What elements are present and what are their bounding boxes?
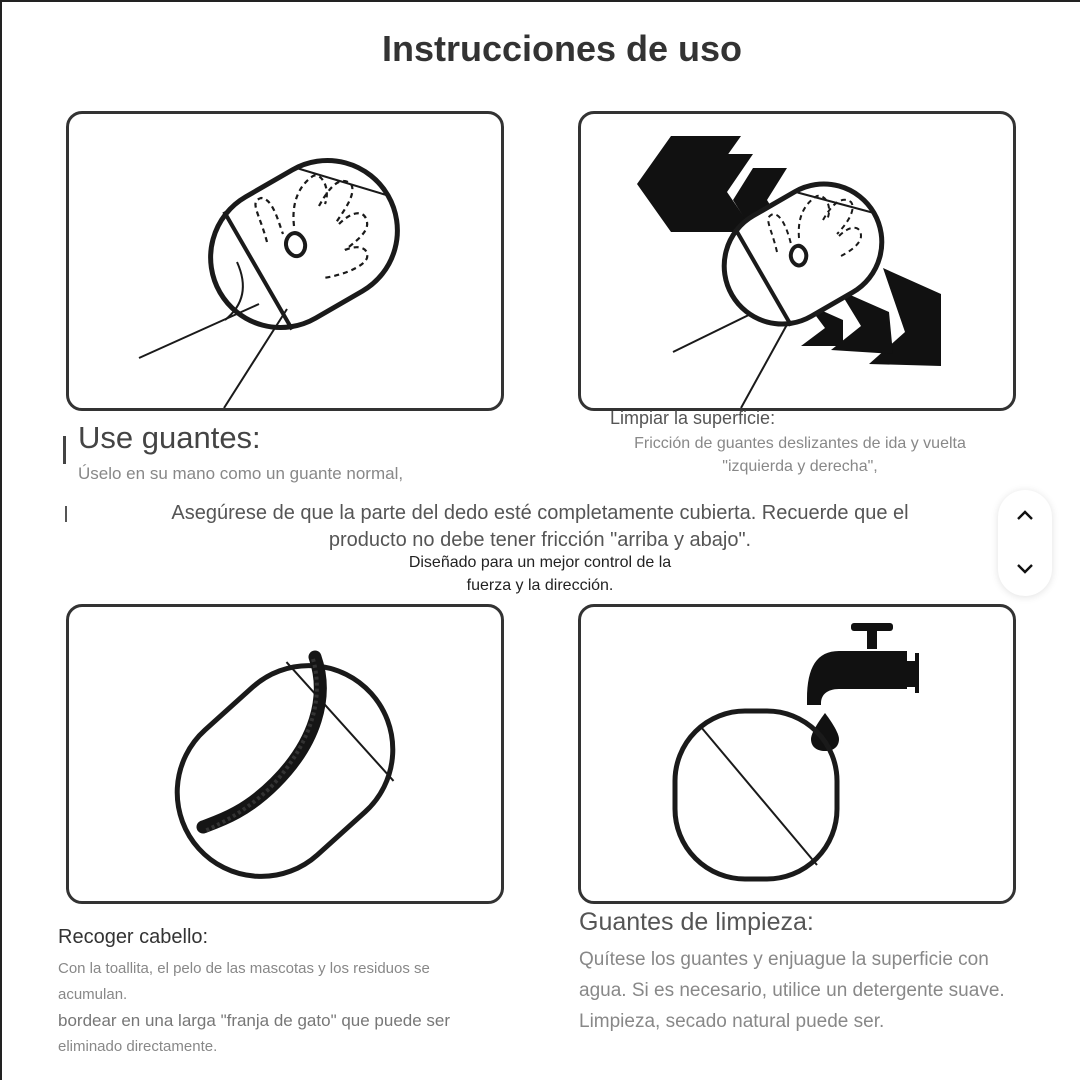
usage-note-line1: Asegúrese de que la parte del dedo esté completamente cubierta. Recuerde que el	[171, 502, 909, 524]
usage-note	[120, 500, 960, 554]
clean-surface-title: Limpiar la superficie:	[610, 408, 776, 428]
collect-hair-line3: bordear en una larga "franja de gato" que puede ser	[58, 1011, 451, 1030]
use-gloves-title: Use guantes:	[78, 420, 261, 455]
design-note-line1: Diseñado para un mejor control de la	[408, 554, 672, 571]
use-gloves-description: Úselo en su mano como un guante normal,	[78, 464, 404, 483]
usage-note-line2: producto no debe tener fricción "arriba y abajo".	[328, 529, 752, 551]
cleaning-gloves-line2: agua. Si es necesario, utilice un detergente suave.	[579, 980, 1005, 1001]
cleaning-gloves-line1: Quítese los guantes y enjuague la superficie con	[579, 949, 989, 970]
cleaning-gloves-description	[579, 944, 1069, 1037]
faucet-rinse-illustration	[581, 607, 1013, 901]
page-title: Instrucciones de uso	[381, 28, 743, 69]
glove-on-hand-illustration	[69, 114, 501, 408]
scroll-controls	[998, 490, 1052, 596]
design-note	[380, 551, 700, 597]
cleaning-gloves-line3: Limpieza, secado natural puede ser.	[579, 1011, 885, 1032]
illustration-clean-surface	[578, 111, 1016, 411]
clean-surface-description	[600, 432, 1000, 478]
illustration-collect-hair	[66, 604, 504, 904]
design-note-line2: fuerza y la dirección.	[466, 577, 614, 594]
chevron-down-icon[interactable]	[1013, 556, 1037, 580]
collect-hair-line1: Con la toallita, el pelo de las mascotas y los residuos se	[58, 960, 430, 977]
collect-hair-title: Recoger cabello:	[58, 926, 209, 948]
collect-hair-line4: eliminado directamente.	[58, 1038, 218, 1055]
chevron-up-icon[interactable]	[1013, 504, 1037, 528]
illustration-rinse-gloves	[578, 604, 1016, 904]
collect-hair-description	[58, 956, 528, 1060]
clean-surface-desc-line1: Fricción de guantes deslizantes de ida y vuelta	[634, 435, 966, 452]
decorative-bar	[63, 436, 66, 464]
glove-friction-illustration	[581, 114, 1013, 408]
collect-hair-line2: acumulan.	[58, 986, 128, 1003]
hair-strip-illustration	[69, 607, 501, 901]
cleaning-gloves-title: Guantes de limpieza:	[579, 908, 814, 936]
faucet-icon	[807, 623, 919, 751]
decorative-bar-small	[65, 506, 67, 522]
illustration-use-gloves	[66, 111, 504, 411]
clean-surface-desc-line2: "izquierda y derecha",	[722, 458, 878, 475]
